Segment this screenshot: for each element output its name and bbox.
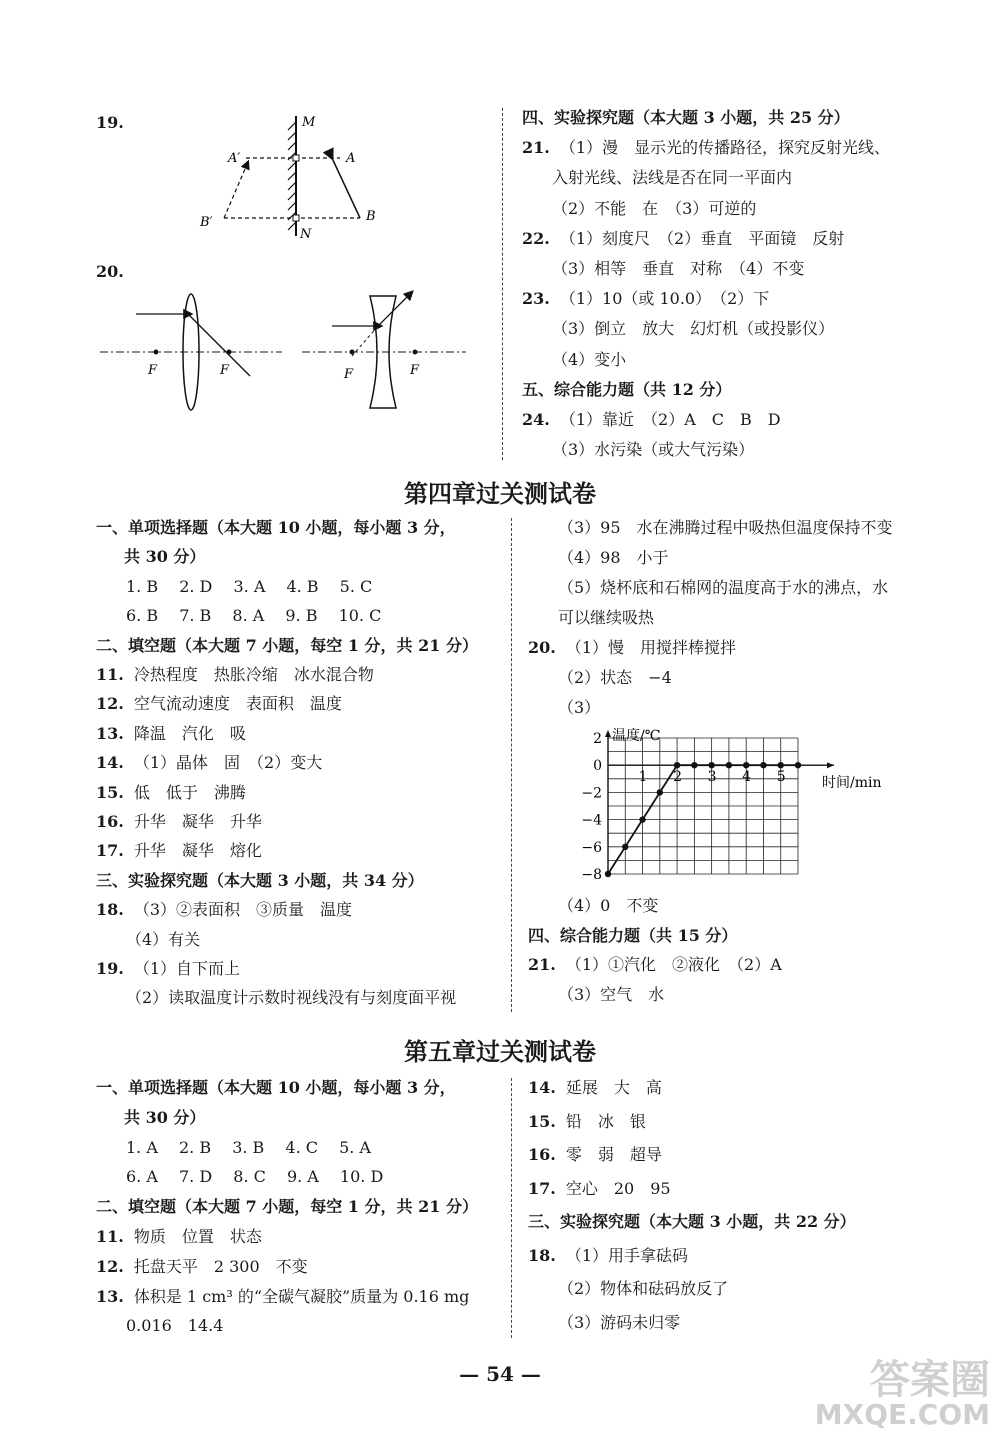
- data-point: [639, 816, 645, 822]
- y-axis-arrow: [605, 730, 611, 737]
- answer-text: （4）0 不变: [558, 896, 659, 915]
- answer-line: [126, 930, 200, 950]
- label-b-prime: B′: [200, 215, 213, 230]
- mirror-reflection-diagram: [190, 108, 390, 243]
- label-a-prime: A′: [228, 151, 241, 166]
- answer-text: 物质 位置 状态: [133, 1227, 262, 1246]
- y-tick-label: 0: [593, 758, 602, 775]
- answer-line: [558, 578, 888, 598]
- label-m: M: [302, 115, 316, 130]
- answer-line: [522, 229, 844, 249]
- data-point: [674, 762, 680, 768]
- answer-line: [528, 1112, 646, 1132]
- answer-text: 四、实验探究题（本大题 3 小题，共 25 分）: [522, 108, 850, 127]
- answer-text: （3）水污染（或大气污染）: [552, 440, 755, 460]
- answer-text: 一、单项选择题（本大题 10 小题，每小题 3 分，: [96, 518, 456, 537]
- section-heading: [522, 108, 850, 128]
- y-axis-label: 温度/℃: [612, 728, 661, 744]
- data-point: [778, 762, 784, 768]
- answer-text: 三、实验探究题（本大题 3 小题，共 34 分）: [96, 870, 424, 890]
- answer-text: 6. A 7. D 8. C 9. A 10. D: [126, 1167, 384, 1187]
- answer-line: [96, 1227, 262, 1247]
- answer-text: （2）不能 在 （3）可逆的: [552, 198, 757, 218]
- answer-text: 空气流动速度 表面积 温度: [133, 694, 342, 714]
- answer-line: [96, 724, 246, 744]
- answer-line: [528, 955, 782, 975]
- question-number: 13.: [96, 723, 124, 743]
- answer-line: [126, 1138, 371, 1158]
- answer-text: （1）靠近 （2）A C B D: [559, 410, 781, 429]
- answer-line: [552, 199, 756, 219]
- y-tick-label: −4: [581, 812, 602, 829]
- answer-line: [558, 698, 600, 718]
- data-point: [691, 762, 697, 768]
- answer-text: 二、填空题（本大题 7 小题，每空 1 分，共 21 分）: [96, 1197, 478, 1217]
- answer-line: [558, 1313, 680, 1333]
- section-heading: [124, 547, 205, 567]
- answer-line: [96, 694, 342, 714]
- answer-text: 1. A 2. B 3. B 4. C 5. A: [126, 1137, 371, 1157]
- answer-line: [558, 668, 672, 688]
- answer-text: （3）95 水在沸腾过程中吸热但温度保持不变: [558, 518, 893, 537]
- question-number: 23.: [522, 289, 550, 309]
- x-tick-label: 2: [673, 769, 683, 786]
- label-a: A: [346, 151, 356, 166]
- answer-line: [126, 988, 456, 1008]
- x-axis-label: 时间/min: [822, 775, 882, 792]
- answer-line: [552, 440, 754, 460]
- answer-text: （2）状态 −4: [558, 668, 672, 687]
- answer-line: [522, 138, 890, 158]
- column-divider: [502, 108, 503, 460]
- answer-text: （1）晶体 固 （2）变大: [133, 753, 323, 773]
- answer-text: 一、单项选择题（本大题 10 小题，每小题 3 分，: [96, 1078, 456, 1097]
- question-number: 17.: [96, 841, 124, 861]
- answer-text: （1）用手拿砝码: [565, 1245, 689, 1265]
- answer-text: （3）相等 垂直 对称 （4）不变: [552, 259, 805, 278]
- answer-text: （3）空气 水: [558, 984, 665, 1004]
- focus-label: F: [344, 367, 354, 382]
- data-point: [795, 762, 801, 768]
- answer-line: [96, 812, 262, 832]
- answer-line: [558, 548, 669, 568]
- answer-line: [522, 410, 781, 430]
- answer-text: 冷热程度 热胀冷缩 冰水混合物: [133, 665, 374, 684]
- section-heading: [96, 871, 424, 891]
- watermark-logo: 答案圈: [870, 1357, 990, 1403]
- question-number: 16.: [96, 812, 124, 831]
- answer-line: [96, 900, 352, 920]
- answer-line: [558, 518, 893, 538]
- answer-text: （4）98 小于: [558, 548, 669, 567]
- answer-line: [96, 1257, 308, 1277]
- answer-text: （1）①汽化 ②液化 （2）A: [565, 955, 782, 974]
- answer-text: （1）自下而上: [133, 959, 241, 978]
- chapter4-title: 第四章过关测试卷: [404, 479, 596, 508]
- focus-label: F: [410, 363, 420, 378]
- answer-text: 可以继续吸热: [558, 608, 655, 627]
- question-number: 19.: [96, 959, 124, 978]
- answer-line: [528, 638, 736, 658]
- answer-text: （4）变小: [552, 349, 627, 369]
- focus-label: F: [148, 363, 158, 378]
- answer-text: （5）烧杯底和石棉网的温度高于水的沸点，水: [558, 578, 889, 597]
- question-number: 17.: [528, 1178, 556, 1198]
- answer-text: 空心 20 95: [565, 1178, 671, 1198]
- question-number: 13.: [96, 1286, 124, 1306]
- answer-line: [528, 1145, 662, 1165]
- data-point: [726, 762, 732, 768]
- x-tick-label: 3: [707, 769, 717, 786]
- question-number: 14.: [528, 1078, 556, 1097]
- answer-text: 降温 汽化 吸: [133, 723, 246, 743]
- page-number: — 54 —: [459, 1362, 541, 1386]
- question-number: 11.: [96, 665, 124, 684]
- section-heading: [96, 1078, 456, 1098]
- answer-text: （1）漫 显示光的传播路径，探究反射光线、: [559, 138, 891, 158]
- x-tick-label: 4: [742, 769, 752, 786]
- q20-label: 20.: [96, 262, 124, 281]
- answer-line: [558, 1279, 728, 1299]
- answer-line: [528, 1246, 688, 1266]
- answer-text: 升华 凝华 熔化: [133, 841, 262, 861]
- answer-line: [126, 1167, 383, 1187]
- answer-text: 共 30 分）: [124, 547, 206, 567]
- question-number: 12.: [96, 694, 124, 714]
- answer-line: [552, 168, 792, 188]
- watermark: [815, 1359, 990, 1429]
- column-divider: [511, 1078, 512, 1338]
- y-tick-label: −8: [581, 867, 602, 880]
- question-number: 18.: [96, 900, 124, 920]
- question-number: 21.: [528, 955, 556, 974]
- question-number: 21.: [522, 138, 550, 158]
- question-number: 16.: [528, 1145, 556, 1164]
- answer-text: （2）物体和砝码放反了: [558, 1279, 729, 1298]
- answer-line: [126, 577, 372, 597]
- q19-label: 19.: [96, 113, 124, 132]
- x-tick-label: 5: [776, 769, 786, 786]
- answer-text: 低 低于 沸腾: [133, 782, 246, 802]
- answer-text: 升华 凝华 升华: [133, 812, 262, 831]
- label-b: B: [366, 209, 376, 224]
- section-heading: [528, 1212, 856, 1232]
- data-point: [657, 789, 663, 795]
- section-heading: [522, 380, 731, 400]
- answer-line: [552, 259, 804, 279]
- answer-text: 0.016 14.4: [126, 1316, 224, 1336]
- x-tick-label: 1: [638, 769, 648, 786]
- answer-line: [96, 959, 240, 979]
- answer-line: [96, 665, 374, 685]
- answer-text: （1）10（或 10.0） （2）下: [559, 289, 770, 309]
- answer-text: 四、综合能力题（共 15 分）: [528, 925, 738, 945]
- section-heading: [96, 636, 478, 656]
- answer-text: （3）②表面积 ③质量 温度: [133, 900, 353, 920]
- answer-line: [96, 841, 262, 861]
- focus-label: F: [220, 363, 230, 378]
- answer-text: 6. B 7. B 8. A 9. B 10. C: [126, 606, 382, 626]
- answer-text: 入射光线、法线是否在同一平面内: [552, 168, 793, 188]
- data-point: [743, 762, 749, 768]
- question-number: 12.: [96, 1256, 124, 1276]
- question-number: 15.: [528, 1111, 556, 1131]
- answer-line: [558, 608, 654, 628]
- answer-text: 1. B 2. D 3. A 4. B 5. C: [126, 576, 373, 596]
- answer-line: [552, 319, 834, 339]
- data-point: [708, 762, 714, 768]
- answer-line: [558, 896, 658, 916]
- label-n: N: [300, 227, 312, 242]
- data-point: [605, 871, 611, 877]
- answer-line: [558, 985, 664, 1005]
- column-divider: [511, 518, 512, 1012]
- answer-line: [528, 1078, 662, 1098]
- answer-text: （1）慢 用搅拌棒搅拌: [565, 638, 737, 657]
- answer-text: 托盘天平 2 300 不变: [133, 1256, 308, 1276]
- y-tick-label: 2: [593, 731, 602, 747]
- answer-line: [126, 1316, 223, 1336]
- answer-line: [126, 606, 381, 626]
- section-heading: [528, 926, 737, 946]
- answer-text: （1）刻度尺 （2）垂直 平面镜 反射: [559, 228, 845, 248]
- answer-line: [96, 753, 322, 773]
- x-axis-arrow: [827, 762, 834, 768]
- data-point: [622, 844, 628, 850]
- answer-text: 零 弱 超导: [565, 1145, 662, 1164]
- answer-line: [96, 783, 246, 803]
- answer-text: 延展 大 高: [565, 1078, 662, 1097]
- y-tick-label: −6: [581, 839, 602, 856]
- answer-text: （3）游码未归零: [558, 1312, 681, 1332]
- question-number: 24.: [522, 410, 550, 429]
- section-heading: [124, 1108, 205, 1128]
- answer-text: 三、实验探究题（本大题 3 小题，共 22 分）: [528, 1212, 856, 1231]
- question-number: 18.: [528, 1245, 556, 1265]
- chapter5-title: 第五章过关测试卷: [404, 1037, 596, 1066]
- answer-text: （2）读取温度计示数时视线没有与刻度面平视: [126, 988, 457, 1008]
- answer-text: 共 30 分）: [124, 1107, 206, 1127]
- answer-text: 五、综合能力题（共 12 分）: [522, 379, 732, 399]
- temperature-time-chart: [560, 728, 900, 880]
- answer-text: （3）倒立 放大 幻灯机（或投影仪）: [552, 319, 835, 339]
- answer-line: [96, 1287, 469, 1307]
- answer-text: （4）有关: [126, 929, 201, 949]
- answer-line: [522, 289, 769, 309]
- answer-line: [552, 350, 626, 370]
- question-number: 15.: [96, 782, 124, 802]
- question-number: 14.: [96, 753, 124, 773]
- y-tick-label: −2: [581, 785, 602, 802]
- section-heading: [96, 1197, 478, 1217]
- answer-line: [528, 1179, 671, 1199]
- answer-text: 铅 冰 银: [565, 1111, 646, 1131]
- question-number: 11.: [96, 1227, 124, 1246]
- question-number: 20.: [528, 638, 556, 657]
- answer-text: 二、填空题（本大题 7 小题，每空 1 分，共 21 分）: [96, 635, 478, 655]
- answer-text: （3）: [558, 698, 601, 717]
- section-heading: [96, 518, 456, 538]
- lens-diagram: [96, 280, 476, 415]
- watermark-url: MXQE.COM: [814, 1398, 990, 1431]
- question-number: 22.: [522, 228, 550, 248]
- data-point: [760, 762, 766, 768]
- answer-text: 体积是 1 cm³ 的“全碳气凝胶”质量为 0.16 mg: [133, 1286, 470, 1306]
